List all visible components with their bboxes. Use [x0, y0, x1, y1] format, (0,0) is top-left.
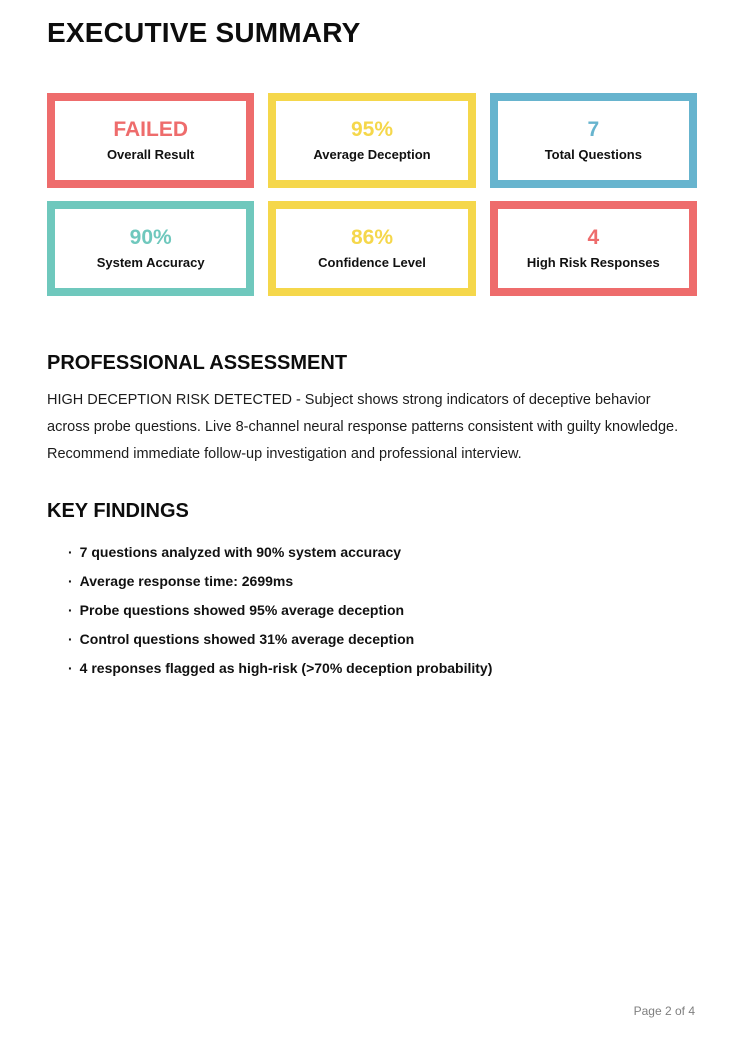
stat-value: 86% — [350, 226, 393, 249]
bullet-dot: · — [68, 631, 73, 647]
stat-card-total-questions — [490, 93, 697, 188]
finding-item — [68, 632, 697, 646]
stat-label: High Risk Responses — [526, 255, 660, 270]
stat-card-high-risk-responses — [490, 201, 697, 296]
page-number: Page 2 of 4 — [633, 1004, 695, 1018]
bullet-dot: · — [68, 602, 73, 618]
assessment-body-text: HIGH DECEPTION RISK DETECTED - Subject shows strong indicators of deceptive behavior across probe questions. Live 8-channel neural response patterns consistent with guilty knowledge. Recommend immediate follow-up investigation and professional interview. — [47, 392, 679, 462]
findings-heading: KEY FINDINGS — [47, 500, 189, 522]
finding-text: Average response time: 2699ms — [79, 573, 294, 589]
professional-assessment-section — [47, 351, 697, 468]
key-findings-section — [47, 499, 697, 675]
bullet-dot: · — [68, 660, 73, 676]
stat-label: Total Questions — [544, 147, 642, 162]
page-title: EXECUTIVE SUMMARY — [47, 17, 361, 48]
finding-text: Control questions showed 31% average deception — [79, 631, 415, 647]
stat-card-average-deception — [268, 93, 475, 188]
stat-label: Confidence Level — [318, 255, 426, 270]
stat-label: Overall Result — [106, 147, 195, 162]
finding-text: 7 questions analyzed with 90% system accuracy — [79, 544, 402, 560]
stat-card-overall-result — [47, 93, 254, 188]
bullet-dot: · — [68, 544, 73, 560]
stat-label: Average Deception — [313, 147, 431, 162]
assessment-heading: PROFESSIONAL ASSESSMENT — [47, 352, 348, 374]
finding-item — [68, 661, 697, 675]
stat-value: 95% — [350, 118, 393, 141]
finding-text: 4 responses flagged as high-risk (>70% deception probability) — [79, 660, 493, 676]
finding-text: Probe questions showed 95% average deception — [79, 602, 405, 618]
bullet-dot: · — [68, 573, 73, 589]
stat-value: 90% — [129, 226, 172, 249]
stat-value: 7 — [587, 118, 600, 141]
stats-grid — [47, 93, 697, 296]
stat-card-system-accuracy — [47, 201, 254, 296]
stat-label: System Accuracy — [96, 255, 205, 270]
stat-card-confidence-level — [268, 201, 475, 296]
stat-value: 4 — [587, 226, 600, 249]
stat-value: FAILED — [113, 118, 188, 141]
finding-item — [68, 574, 697, 588]
finding-item — [68, 603, 697, 617]
findings-list — [47, 545, 697, 675]
finding-item — [68, 545, 697, 559]
